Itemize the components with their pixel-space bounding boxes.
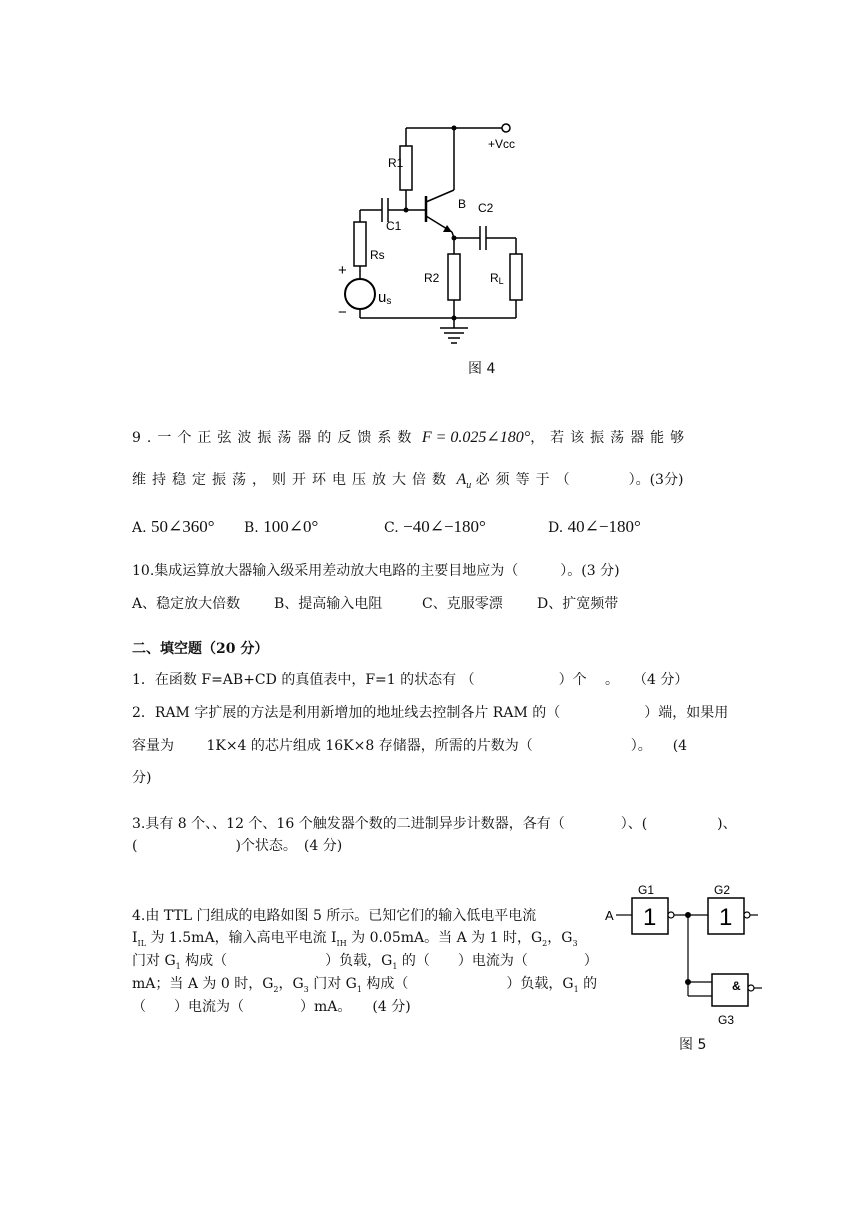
fill-q4-line5: （ ）电流为（ ）mA。 (4 分) — [132, 999, 411, 1015]
q10-option-b: B、提高输入电阻 — [274, 596, 383, 612]
b-label: B — [458, 197, 467, 211]
gate-g3 — [712, 974, 748, 1006]
q10-option-d: D、扩宽频带 — [537, 596, 619, 612]
g2-inverter-bubble — [744, 912, 750, 918]
fill-q4-line4: mA；当 A 为 0 时，$G_2$，$G_3$ 门对 $G_1$ 构成（ ）负载，$G_1$ 的 — [132, 976, 598, 994]
q10-option-a: A、稳定放大倍数 — [132, 596, 241, 612]
q9-tail2: 必须等于（ — [475, 472, 576, 488]
r2-label: R2 — [424, 271, 440, 285]
q10-option-c: C、克服零漂 — [422, 596, 503, 612]
q9-option-b: B. 100∠0° — [244, 517, 319, 536]
q9-stem: 9.一个正弦波振荡器的反馈系数 — [132, 430, 418, 446]
q9-formula: F = 0.025∠180° — [421, 429, 531, 446]
rs-label: Rs — [370, 248, 385, 262]
fill-q4-line1: 4.由 TTL 门组成的电路如图 5 所示。已知它们的输入低电平电流 — [132, 908, 537, 924]
q9-tail: ，若该振荡器能够 — [530, 430, 691, 446]
q10-stem: 10.集成运算放大器输入级采用差动放大电路的主要目地应为（ ）。(3 分) — [132, 563, 620, 579]
q9-line1 — [132, 427, 690, 447]
us-label: us — [378, 289, 392, 307]
voltage-source-us — [345, 279, 375, 309]
g3-inverter-bubble — [748, 985, 754, 991]
minus-label: − — [338, 304, 347, 321]
section-2-heading: 二、填空题（20 分） — [132, 641, 269, 657]
g2-label: G2 — [714, 883, 731, 897]
q9-line2 — [132, 469, 683, 491]
resistor-r2 — [448, 254, 460, 300]
resistor-rs — [354, 222, 366, 266]
q9-end: ）。(3分) — [628, 472, 684, 488]
rl-label: RL — [490, 271, 504, 286]
q9-au: $A_u$ — [456, 471, 472, 492]
g1-label: G1 — [638, 883, 655, 897]
figure-4-circuit — [330, 112, 540, 352]
figure-5-caption: 图 5 — [679, 1037, 707, 1053]
c2-label: C2 — [478, 201, 494, 215]
q9-option-c: C. −40∠−180° — [384, 517, 486, 536]
vcc-label: +Vcc — [488, 137, 516, 151]
fill-q3-line1: 3.具有 8 个、、12 个、16 个触发器个数的二进制异步计数器，各有（ ）、( )、 — [132, 816, 737, 832]
q9-option-a: A. 50∠360° — [132, 517, 215, 536]
fill-q1: 1．在函数 F=AB+CD 的真值表中，F=1 的状态有 （ ）个 。 （4 分） — [132, 672, 689, 688]
resistor-rl — [510, 254, 522, 300]
q9-stem2: 维持稳定振荡，则开环电压放大倍数 — [132, 472, 452, 488]
svg-text:1: 1 — [719, 904, 733, 931]
fill-q2-line1: 2．RAM 字扩展的方法是利用新增加的地址线去控制各片 RAM 的（ ）端，如果用 — [132, 705, 729, 721]
svg-text:&: & — [732, 979, 741, 993]
vcc-terminal — [502, 124, 510, 132]
figure-5-gates — [600, 878, 770, 1028]
r1-label: R1 — [388, 156, 404, 170]
ground-icon — [440, 328, 468, 343]
plus-label: + — [338, 262, 347, 279]
a-label: A — [605, 908, 614, 923]
fill-q3-line2: ( )个状态。 (4 分) — [132, 838, 343, 854]
svg-text:1: 1 — [643, 904, 657, 931]
c1-label: C1 — [386, 219, 402, 233]
q9-option-d: D. 40∠−180° — [548, 517, 641, 536]
fill-q2-line3: 分) — [132, 770, 152, 786]
fill-q4-line3: 门对 $G_1$ 构成（ ）负载，$G_1$ 的（ ）电流为（ ） — [132, 953, 598, 971]
g1-inverter-bubble — [668, 912, 674, 918]
fill-q4-line2: $I_{IL}$ 为 1.5mA，输入高电平电流 $I_{IH}$ 为 0.05mA。当 A 为 1 时，$G_2$，$G_3$ — [132, 930, 578, 948]
figure-4-caption: 图 4 — [468, 361, 496, 377]
fill-q2-line2: 容量为 1K×4 的芯片组成 16K×8 存储器，所需的片数为（ ）。 (4 — [132, 738, 688, 754]
g3-label: G3 — [718, 1013, 735, 1027]
